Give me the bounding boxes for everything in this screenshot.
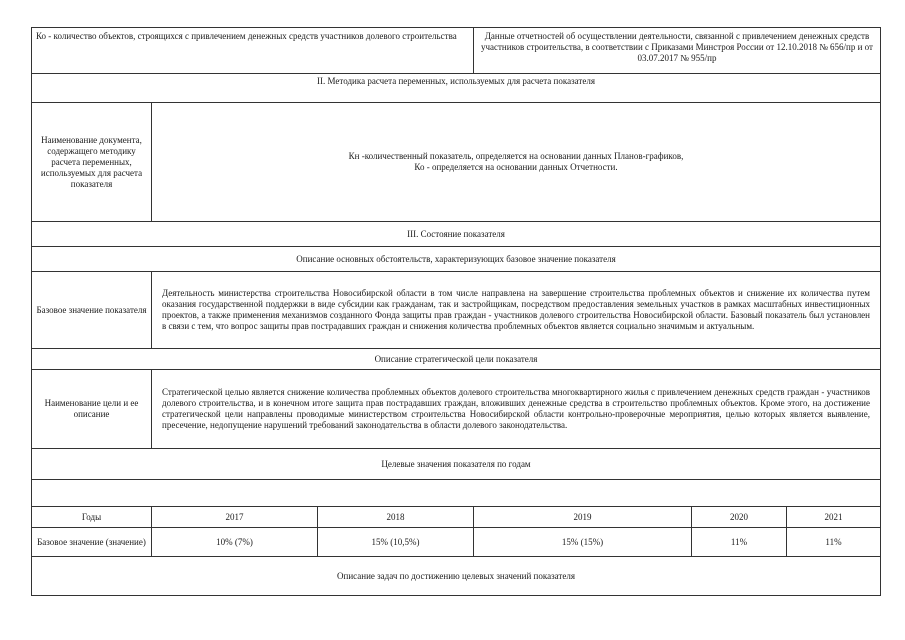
- goal-label: Наименование цели и ее описание: [32, 370, 152, 449]
- tasks-header-row: [32, 557, 881, 596]
- year-cell: 2021: [787, 507, 881, 528]
- targets-title: Целевые значения показателя по годам: [32, 449, 881, 480]
- targets-header-row: [32, 449, 881, 480]
- goal-row: [32, 370, 881, 449]
- section-2-title: II. Методика расчета переменных, используемых для расчета показателя: [32, 74, 881, 103]
- years-label: Годы: [32, 507, 152, 528]
- indicator-document: [31, 27, 880, 596]
- circumstances-title: Описание основных обстоятельств, характеризующих базовое значение показателя: [32, 247, 881, 272]
- blank-cell: [32, 480, 881, 507]
- goal-title: Описание стратегической цели показателя: [32, 349, 881, 370]
- section-2-header-row: [32, 74, 881, 103]
- value-cell: 11%: [692, 528, 787, 557]
- goal-description: Стратегической целью является снижение количества проблемных объектов долевого строительства многоквартирного жилья с привлечением денежных средств граждан - участников долевого строительства, и в конечном итоге защита прав пострадавших граждан, вложивших денежные средства в строительство проблемных объектов. Кроме этого, на достижение стратегической цели направлены проводимые министерством строительства Новосибирской области контрольно-проверочные мероприятия, целью которых является выявление, пресечение, недопущение нарушений требований законодательства в области долевого законодательства.: [152, 370, 881, 449]
- methodology-line-ko: Ко - определяется на основании данных Отчетности.: [414, 162, 618, 172]
- methodology-line-kn: Кн -количественный показатель, определяется на основании данных Планов-графиков,: [348, 151, 684, 161]
- data-source-description: Данные отчетностей об осуществлении деятельности, связанной с привлечением денежных средств участников строительства, в соответствии с Приказами Минстроя России от 12.10.2018 № 656/пр и от 03.07.2017 № 955/пр: [474, 28, 881, 74]
- values-row: [32, 528, 881, 557]
- variable-description: Ко - количество объектов, строящихся с привлечением денежных средств участников долевого строительства: [32, 28, 474, 74]
- goal-header-row: [32, 349, 881, 370]
- base-value-description: Деятельность министерства строительства Новосибирской области в том числе направлена на завершение строительства проблемных объектов и снижение их количества путем оказания государственной поддержки в виде субсидии как гражданам, так и застройщикам, посредством предоставления земельных участков в рамках масштабных инвестиционных проектов, а также применения механизмов созданного Фонда защиты прав граждан - участников долевого строительства Новосибирской области. Базовый показатель был установлен в связи с тем, что вопрос защиты прав пострадавших граждан и снижения количества проблемных объектов является социально значимым и актуальным.: [152, 272, 881, 349]
- value-cell: 10% (7%): [152, 528, 318, 557]
- methodology-row: [32, 103, 881, 222]
- year-cell: 2018: [318, 507, 474, 528]
- source-row: [32, 28, 881, 74]
- years-row: [32, 507, 881, 528]
- year-cell: 2019: [474, 507, 692, 528]
- methodology-doc-label: Наименование документа, содержащего методику расчета переменных, используемых для расчета показателя: [32, 103, 152, 222]
- section-3-header-row: [32, 222, 881, 247]
- methodology-doc-value: [152, 103, 881, 222]
- circumstances-header-row: [32, 247, 881, 272]
- section-3-title: III. Состояние показателя: [32, 222, 881, 247]
- year-cell: 2020: [692, 507, 787, 528]
- blank-row: [32, 480, 881, 507]
- indicator-table: [31, 27, 881, 596]
- values-label: Базовое значение (значение): [32, 528, 152, 557]
- base-value-row: [32, 272, 881, 349]
- value-cell: 11%: [787, 528, 881, 557]
- base-value-label: Базовое значение показателя: [32, 272, 152, 349]
- value-cell: 15% (15%): [474, 528, 692, 557]
- tasks-title: Описание задач по достижению целевых значений показателя: [32, 557, 881, 596]
- value-cell: 15% (10,5%): [318, 528, 474, 557]
- year-cell: 2017: [152, 507, 318, 528]
